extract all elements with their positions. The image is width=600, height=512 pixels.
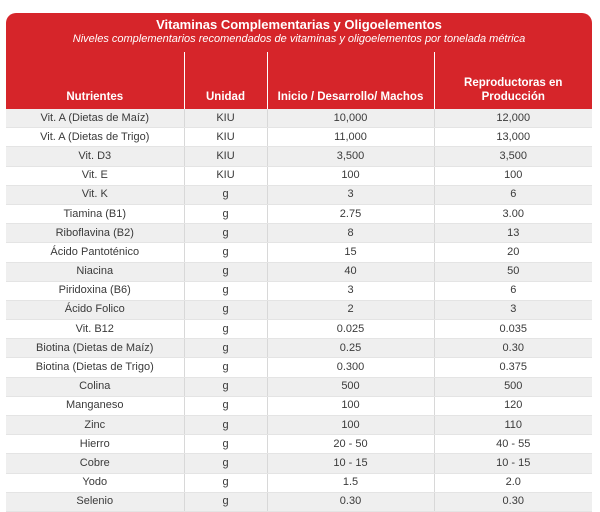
table-row (6, 262, 592, 281)
table-row (6, 377, 592, 396)
cell-reproductoras: 50 (434, 262, 592, 281)
header-nutrientes: Nutrientes (6, 52, 184, 109)
cell-nutriente: Ácido Folico (6, 300, 184, 319)
cell-reproductoras: 100 (434, 166, 592, 185)
cell-inicio: 3 (267, 185, 434, 204)
table-row (6, 224, 592, 243)
table-row (6, 281, 592, 300)
cell-reproductoras: 0.375 (434, 358, 592, 377)
table-row (6, 243, 592, 262)
table-row (6, 185, 592, 204)
table-row (6, 492, 592, 511)
cell-reproductoras: 0.30 (434, 339, 592, 358)
cell-unidad: g (184, 224, 267, 243)
cell-nutriente: Colina (6, 377, 184, 396)
cell-nutriente: Manganeso (6, 396, 184, 415)
cell-inicio: 0.025 (267, 320, 434, 339)
cell-inicio: 0.25 (267, 339, 434, 358)
cell-inicio: 2 (267, 300, 434, 319)
cell-inicio: 11,000 (267, 128, 434, 147)
table-row (6, 147, 592, 166)
cell-unidad: KIU (184, 166, 267, 185)
cell-unidad: KIU (184, 147, 267, 166)
cell-inicio: 500 (267, 377, 434, 396)
vitamin-table-document (6, 13, 592, 512)
cell-nutriente: Biotina (Dietas de Trigo) (6, 358, 184, 377)
cell-reproductoras: 0.30 (434, 492, 592, 511)
table-row (6, 454, 592, 473)
table-row (6, 473, 592, 492)
nutrient-table (6, 52, 592, 512)
title-bar (6, 13, 592, 52)
cell-unidad: g (184, 204, 267, 223)
cell-inicio: 100 (267, 396, 434, 415)
cell-nutriente: Vit. D3 (6, 147, 184, 166)
cell-nutriente: Tiamina (B1) (6, 204, 184, 223)
table-row (6, 204, 592, 223)
cell-inicio: 3 (267, 281, 434, 300)
cell-inicio: 0.300 (267, 358, 434, 377)
table-row (6, 416, 592, 435)
cell-unidad: KIU (184, 128, 267, 147)
cell-inicio: 40 (267, 262, 434, 281)
cell-nutriente: Vit. E (6, 166, 184, 185)
cell-reproductoras: 3.00 (434, 204, 592, 223)
cell-unidad: g (184, 473, 267, 492)
table-row (6, 358, 592, 377)
table-row (6, 435, 592, 454)
cell-nutriente: Yodo (6, 473, 184, 492)
cell-inicio: 8 (267, 224, 434, 243)
cell-reproductoras: 2.0 (434, 473, 592, 492)
cell-unidad: g (184, 185, 267, 204)
cell-unidad: g (184, 435, 267, 454)
table-row (6, 128, 592, 147)
cell-inicio: 15 (267, 243, 434, 262)
cell-nutriente: Piridoxina (B6) (6, 281, 184, 300)
cell-inicio: 10 - 15 (267, 454, 434, 473)
cell-unidad: g (184, 454, 267, 473)
cell-nutriente: Selenio (6, 492, 184, 511)
cell-inicio: 100 (267, 166, 434, 185)
table-row (6, 320, 592, 339)
cell-nutriente: Vit. A (Dietas de Trigo) (6, 128, 184, 147)
cell-nutriente: Niacina (6, 262, 184, 281)
cell-inicio: 2.75 (267, 204, 434, 223)
table-subtitle: Niveles complementarios recomendados de vitaminas y oligoelementos por tonelada métrica (72, 33, 526, 45)
cell-unidad: g (184, 320, 267, 339)
cell-nutriente: Vit. K (6, 185, 184, 204)
header-reproductoras: Reproductoras en Producción (434, 52, 592, 109)
cell-nutriente: Riboflavina (B2) (6, 224, 184, 243)
cell-reproductoras: 110 (434, 416, 592, 435)
cell-unidad: g (184, 396, 267, 415)
cell-inicio: 1.5 (267, 473, 434, 492)
cell-unidad: g (184, 262, 267, 281)
table-row (6, 166, 592, 185)
cell-reproductoras: 3 (434, 300, 592, 319)
cell-reproductoras: 12,000 (434, 109, 592, 128)
cell-unidad: g (184, 281, 267, 300)
cell-unidad: g (184, 243, 267, 262)
cell-nutriente: Vit. A (Dietas de Maíz) (6, 109, 184, 128)
cell-unidad: g (184, 377, 267, 396)
cell-reproductoras: 500 (434, 377, 592, 396)
table-row (6, 339, 592, 358)
cell-unidad: g (184, 339, 267, 358)
cell-reproductoras: 6 (434, 185, 592, 204)
cell-unidad: g (184, 358, 267, 377)
cell-unidad: KIU (184, 109, 267, 128)
table-row (6, 109, 592, 128)
cell-unidad: g (184, 416, 267, 435)
table-row (6, 396, 592, 415)
cell-nutriente: Hierro (6, 435, 184, 454)
cell-nutriente: Zinc (6, 416, 184, 435)
cell-inicio: 20 - 50 (267, 435, 434, 454)
cell-nutriente: Biotina (Dietas de Maíz) (6, 339, 184, 358)
cell-reproductoras: 6 (434, 281, 592, 300)
cell-reproductoras: 13,000 (434, 128, 592, 147)
cell-nutriente: Vit. B12 (6, 320, 184, 339)
header-unidad: Unidad (184, 52, 267, 109)
cell-inicio: 3,500 (267, 147, 434, 166)
table-title: Vitaminas Complementarias y Oligoelementos (156, 17, 442, 32)
cell-reproductoras: 10 - 15 (434, 454, 592, 473)
table-body (6, 109, 592, 511)
cell-reproductoras: 13 (434, 224, 592, 243)
cell-inicio: 100 (267, 416, 434, 435)
header-inicio: Inicio / Desarrollo/ Machos (267, 52, 434, 109)
cell-reproductoras: 40 - 55 (434, 435, 592, 454)
cell-unidad: g (184, 492, 267, 511)
cell-unidad: g (184, 300, 267, 319)
cell-reproductoras: 20 (434, 243, 592, 262)
cell-reproductoras: 120 (434, 396, 592, 415)
header-row (6, 52, 592, 109)
cell-inicio: 0.30 (267, 492, 434, 511)
cell-reproductoras: 0.035 (434, 320, 592, 339)
cell-nutriente: Cobre (6, 454, 184, 473)
cell-nutriente: Ácido Pantoténico (6, 243, 184, 262)
cell-inicio: 10,000 (267, 109, 434, 128)
table-row (6, 300, 592, 319)
cell-reproductoras: 3,500 (434, 147, 592, 166)
